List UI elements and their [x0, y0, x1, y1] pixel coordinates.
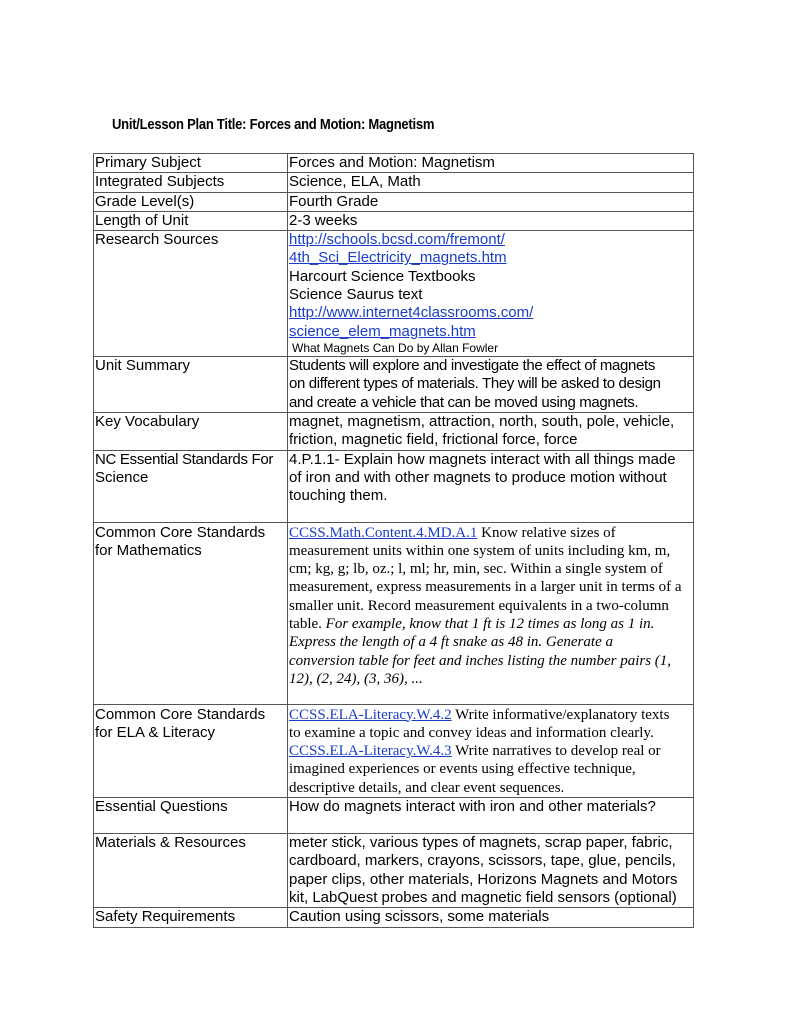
label-line: NC Essential Standards For	[95, 450, 274, 468]
page-title: Unit/Lesson Plan Title: Forces and Motion: Magnetism	[112, 117, 435, 133]
label-line: for Mathematics	[95, 541, 202, 559]
text-line: paper clips, other materials, Horizons Magnets and Motors	[289, 870, 678, 888]
row-label: Key Vocabulary	[94, 412, 288, 450]
standard-link[interactable]: CCSS.ELA-Literacy.W.4.2	[289, 706, 452, 723]
text-line: kit, LabQuest probes and magnetic field sensors (optional)	[289, 888, 677, 906]
row-value	[288, 231, 694, 357]
table-row	[94, 450, 694, 522]
italic-line: 12), (2, 24), (3, 36), ...	[289, 670, 423, 687]
table-row	[94, 412, 694, 450]
text-line: measurement units within one system of units including km, m,	[289, 542, 671, 559]
text-line: touching them.	[289, 487, 388, 505]
text-line: measurement, express measurements in a larger unit in terms of a	[289, 579, 682, 596]
italic-text: For example, know that 1 ft is 12 times as long as 1 in.	[325, 616, 655, 633]
table-row	[94, 211, 694, 230]
row-value: How do magnets interact with iron and other materials?	[288, 798, 694, 834]
row-label	[94, 522, 288, 704]
label-line: Common Core Standards	[95, 705, 266, 723]
row-label: Grade Level(s)	[94, 192, 288, 211]
text-span: Write informative/explanatory texts	[451, 706, 670, 723]
row-label	[94, 450, 288, 522]
row-label: Unit Summary	[94, 356, 288, 412]
research-link-2-line-1[interactable]: http://www.internet4classrooms.com/	[289, 304, 534, 322]
row-label: Integrated Subjects	[94, 173, 288, 192]
table-row	[94, 798, 694, 834]
label-line: Common Core Standards	[95, 523, 266, 541]
text-line: to examine a topic and convey ideas and information clearly.	[289, 724, 654, 741]
text-line: imagined experiences or events using effective technique,	[289, 761, 636, 778]
row-value: Forces and Motion: Magnetism	[288, 154, 694, 173]
standard-link[interactable]: CCSS.ELA-Literacy.W.4.3	[289, 743, 452, 760]
text-line: descriptive details, and clear event sequences.	[289, 779, 565, 796]
research-item: What Magnets Can Do by Allan Fowler	[292, 340, 499, 355]
label-line: Science	[95, 468, 149, 486]
table-row	[94, 908, 694, 927]
row-value: Science, ELA, Math	[288, 173, 694, 192]
row-label: Length of Unit	[94, 211, 288, 230]
row-value	[288, 704, 694, 797]
research-link-1-line-1[interactable]: http://schools.bcsd.com/fremont/	[289, 231, 505, 249]
row-value: Fourth Grade	[288, 192, 694, 211]
row-label: Materials & Resources	[94, 834, 288, 908]
row-value	[288, 450, 694, 522]
table-row	[94, 173, 694, 192]
text-line: smaller unit. Record measurement equivalents in a two-column	[289, 597, 669, 614]
label-line: for ELA & Literacy	[95, 723, 216, 741]
row-value	[288, 412, 694, 450]
row-value	[288, 522, 694, 704]
table-row	[94, 231, 694, 357]
table-row	[94, 154, 694, 173]
text-line: magnet, magnetism, attraction, north, south, pole, vehicle,	[289, 412, 675, 430]
text-line: on different types of materials. They will be asked to design	[289, 375, 661, 393]
italic-line: Express the length of a 4 ft snake as 48 in. Generate a	[289, 634, 613, 651]
italic-line: conversion table for feet and inches listing the number pairs (1,	[289, 652, 672, 669]
row-label: Research Sources	[94, 231, 288, 357]
lesson-plan-table	[93, 153, 694, 928]
text-line: cm; kg, g; lb, oz.; l, ml; hr, min, sec. Within a single system of	[289, 561, 663, 578]
text-span: Know relative sizes of	[477, 524, 616, 541]
research-link-1-line-2[interactable]: 4th_Sci_Electricity_magnets.htm	[289, 249, 507, 267]
text-line: friction, magnetic field, frictional force, force	[289, 431, 578, 449]
table-row	[94, 704, 694, 797]
text-line: meter stick, various types of magnets, scrap paper, fabric,	[289, 834, 673, 852]
table-row	[94, 834, 694, 908]
research-item: Harcourt Science Textbooks	[289, 267, 476, 285]
text-line: 4.P.1.1- Explain how magnets interact with all things made	[289, 450, 676, 468]
text-line: and create a vehicle that can be moved using magnets.	[289, 393, 639, 411]
standard-link[interactable]: CCSS.Math.Content.4.MD.A.1	[289, 524, 478, 541]
row-value	[288, 356, 694, 412]
table-row	[94, 356, 694, 412]
row-label: Primary Subject	[94, 154, 288, 173]
text-line: cardboard, markers, crayons, scissors, tape, glue, pencils,	[289, 852, 676, 870]
research-link-2-line-2[interactable]: science_elem_magnets.htm	[289, 322, 476, 340]
text-line: of iron and with other magnets to produce motion without	[289, 468, 667, 486]
row-label: Safety Requirements	[94, 908, 288, 927]
table-row	[94, 522, 694, 704]
row-label	[94, 704, 288, 797]
row-value	[288, 834, 694, 908]
text-span: table.	[289, 616, 326, 633]
row-value: Caution using scissors, some materials	[288, 908, 694, 927]
research-item: Science Saurus text	[289, 286, 423, 304]
row-label: Essential Questions	[94, 798, 288, 834]
table-row	[94, 192, 694, 211]
text-span: Write narratives to develop real or	[451, 743, 661, 760]
text-line: Students will explore and investigate the effect of magnets	[289, 356, 655, 374]
row-value: 2-3 weeks	[288, 211, 694, 230]
